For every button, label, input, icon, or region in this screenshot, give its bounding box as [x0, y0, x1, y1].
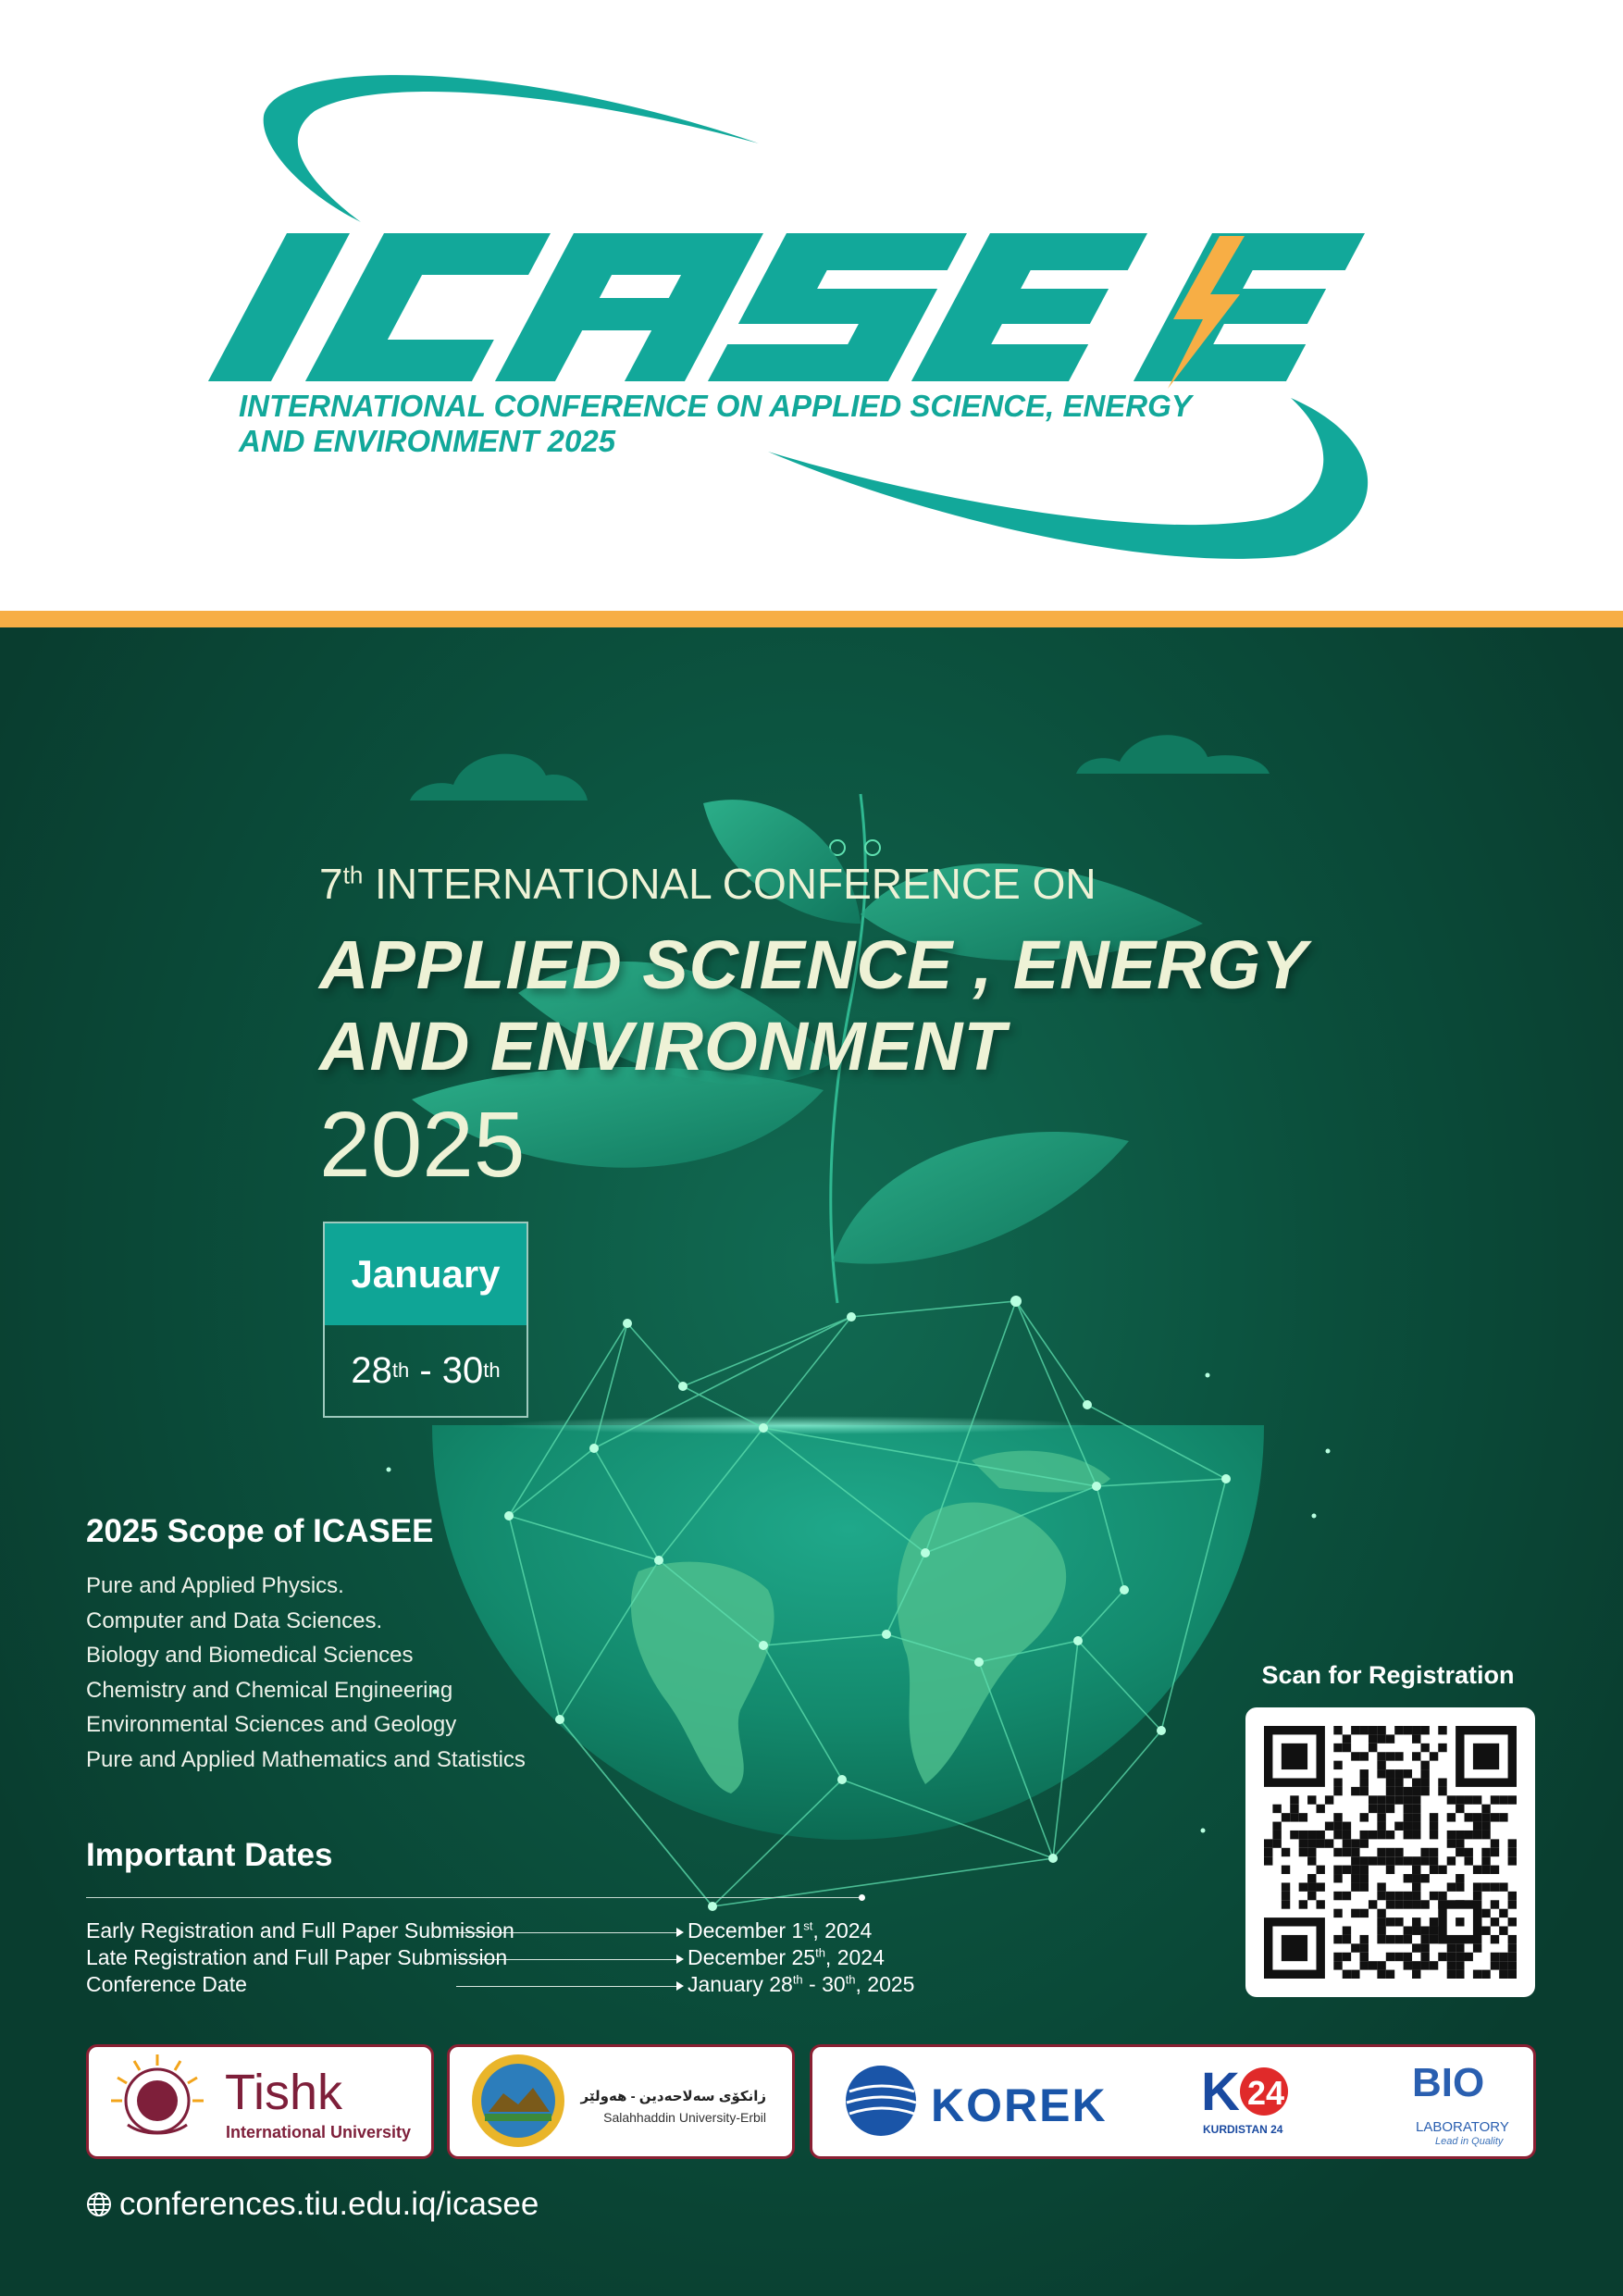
scope-item: Environmental Sciences and Geology	[86, 1712, 457, 1738]
bio-tagline: Lead in Quality	[1435, 2136, 1504, 2147]
tishk-subtitle: International University	[226, 2123, 412, 2141]
conference-year: 2025	[319, 1093, 526, 1197]
edition-text: INTERNATIONAL CONFERENCE ON	[363, 860, 1096, 908]
scope-item: Chemistry and Chemical Engineering	[86, 1677, 453, 1703]
salahaddin-seal-logo	[466, 2047, 577, 2156]
kurdistan24-text: KURDISTAN 24	[1203, 2123, 1283, 2136]
day-separator: -	[409, 1349, 442, 1391]
date-value	[601, 1918, 872, 1943]
important-dates-heading: Important Dates	[86, 1837, 333, 1873]
qr-code[interactable]	[1264, 1726, 1517, 1979]
registration-qr-card[interactable]	[1245, 1707, 1535, 1997]
date-value-sup: th	[815, 1945, 825, 1960]
date-label: Early Registration and Full Paper Submission	[86, 1918, 514, 1942]
date-value	[601, 1945, 885, 1970]
website-link[interactable]	[86, 2186, 539, 2223]
edition-suffix: th	[342, 861, 364, 889]
scope-item: Pure and Applied Mathematics and Statistics	[86, 1746, 526, 1772]
kurdistan24-logo	[1199, 2058, 1301, 2123]
date-value-end: , 2024	[812, 1918, 873, 1942]
korek-logo-text: KOREK	[931, 2079, 1108, 2131]
dates-divider	[86, 1897, 863, 1898]
date-value-end: , 2025	[855, 1972, 915, 1996]
conference-header	[0, 0, 1623, 611]
full-name-line1: INTERNATIONAL CONFERENCE ON APPLIED SCIENCE, ENERGY	[239, 389, 1192, 423]
korek-globe-logo	[844, 2064, 922, 2141]
date-value-main: December 25	[688, 1945, 816, 1969]
globe-icon	[86, 2191, 112, 2217]
date-row-early-registration	[86, 1918, 919, 1945]
edition-line	[319, 859, 1096, 909]
date-value-mid: - 30	[802, 1972, 846, 1996]
date-value-sup2: th	[845, 1972, 856, 1987]
tishk-seal-logo	[93, 2047, 222, 2156]
svg-text:24: 24	[1247, 2074, 1285, 2112]
bio-laboratory-text: LABORATORY	[1416, 2119, 1509, 2135]
day-start: 28	[351, 1349, 392, 1391]
partners-card	[810, 2044, 1536, 2159]
conference-title-line2: AND ENVIRONMENT	[319, 1008, 1007, 1085]
registration-heading: Scan for Registration	[1261, 1661, 1515, 1689]
tishk-name: Tishk	[225, 2065, 343, 2120]
conference-full-name	[239, 389, 1257, 459]
scope-item: Biology and Biomedical Sciences	[86, 1643, 414, 1669]
scope-heading: 2025 Scope of ICASEE	[86, 1513, 434, 1549]
bio-logo-text: BIO	[1412, 2060, 1485, 2105]
date-value	[601, 1972, 914, 1997]
cloud-icon	[410, 754, 588, 800]
dates-divider-dot	[859, 1894, 865, 1901]
date-value-main: December 1	[688, 1918, 804, 1942]
date-label: Conference Date	[86, 1972, 247, 1996]
website-url[interactable]: conferences.tiu.edu.iq/icasee	[119, 2186, 539, 2222]
salahaddin-arabic-name: زانکۆی سەلاحەدین - هەولێر	[580, 2089, 766, 2104]
full-name-line2: AND ENVIRONMENT 2025	[239, 424, 616, 458]
tishk-university-card	[86, 2044, 434, 2159]
date-label: Late Registration and Full Paper Submission	[86, 1945, 508, 1969]
day-end: 30	[441, 1349, 484, 1391]
conference-date-box	[323, 1222, 528, 1418]
date-row-conference-date	[86, 1972, 919, 1999]
date-value-sup: th	[792, 1972, 803, 1987]
date-value-sup: st	[803, 1918, 813, 1933]
date-value-main: January 28	[688, 1972, 793, 1996]
cloud-icon	[1076, 735, 1270, 774]
scope-list	[86, 1569, 526, 1778]
orange-divider	[0, 611, 1623, 627]
scope-item: Pure and Applied Physics.	[86, 1573, 344, 1598]
day-start-suffix: th	[391, 1359, 410, 1382]
svg-text:K: K	[1201, 2062, 1240, 2122]
date-value-end: , 2024	[824, 1945, 885, 1969]
date-month: January	[325, 1223, 527, 1325]
scope-item: Computer and Data Sciences.	[86, 1607, 383, 1633]
date-row-late-registration	[86, 1945, 919, 1972]
conference-title-line1: APPLIED SCIENCE , ENERGY	[319, 926, 1308, 1003]
day-end-suffix: th	[483, 1359, 501, 1382]
date-days	[325, 1325, 527, 1416]
salahaddin-university-card	[447, 2044, 795, 2159]
edition-number: 7	[319, 860, 343, 908]
icasee-logo	[0, 0, 1623, 611]
salahaddin-english-name: Salahhaddin University-Erbil	[603, 2110, 766, 2125]
